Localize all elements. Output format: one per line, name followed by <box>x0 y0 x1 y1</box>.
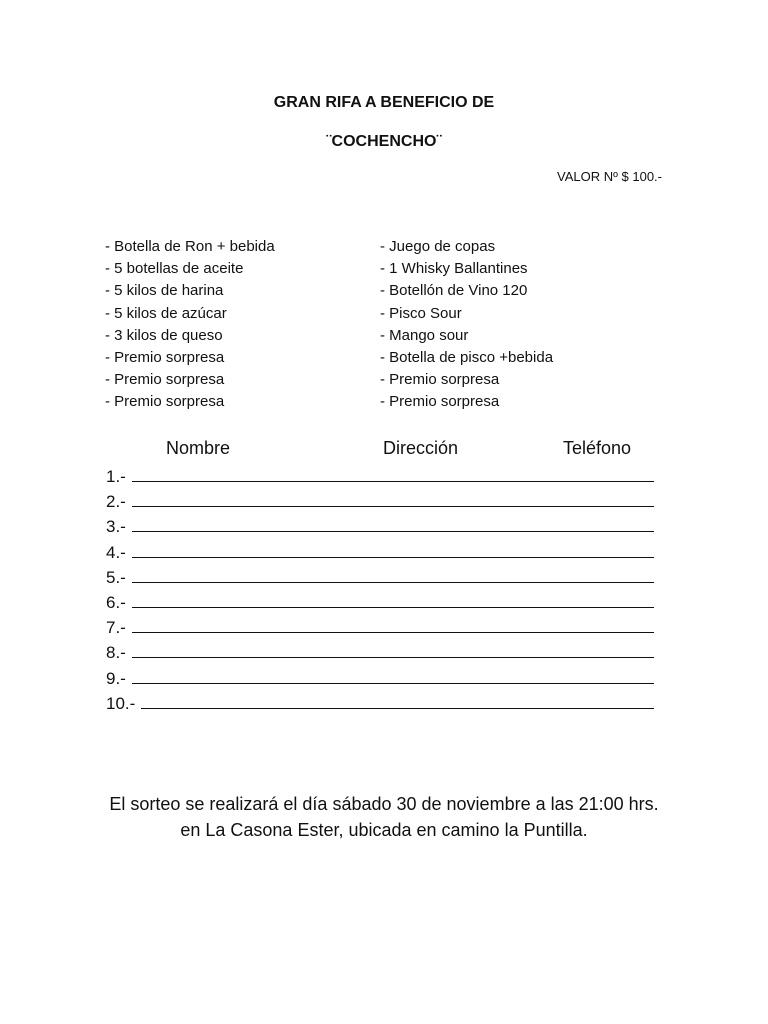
prize-item: - Premio sorpresa <box>380 371 500 389</box>
ticket-price: VALOR Nº $ 100.- <box>557 169 662 184</box>
entry-number: 5.- <box>106 567 126 587</box>
entry-number: 9.- <box>106 668 126 688</box>
entry-blank-line <box>132 506 654 507</box>
prize-item: - 5 botellas de aceite <box>105 260 244 278</box>
entry-number: 1.- <box>106 467 126 486</box>
prize-item: - Premio sorpresa <box>380 393 500 411</box>
prize-item: - Botellón de Vino 120 <box>380 282 528 300</box>
prize-item: - Botella de pisco +bebida <box>380 349 554 367</box>
prize-list-left <box>105 236 275 414</box>
prize-item: - Premio sorpresa <box>105 371 225 389</box>
entry-number: 2.- <box>106 492 126 512</box>
entry-number: 6.- <box>106 593 126 613</box>
entry-row <box>106 565 654 590</box>
prize-item: - Premio sorpresa <box>105 349 225 367</box>
prize-item: - Pisco Sour <box>380 304 462 322</box>
beneficiary-name: ¨COCHENCHO¨ <box>326 133 442 150</box>
entry-number: 10.- <box>106 693 136 713</box>
prize-item: - 5 kilos de harina <box>105 282 224 300</box>
entry-row <box>106 514 654 539</box>
entry-number: 8.- <box>106 643 126 663</box>
entry-number: 3.- <box>106 517 126 537</box>
prize-item: - Premio sorpresa <box>105 393 225 411</box>
draw-location-text: en La Casona Ester, ubicada en camino la Puntilla. <box>180 820 588 840</box>
prize-item: - 3 kilos de queso <box>105 326 223 344</box>
prize-item: - 1 Whisky Ballantines <box>380 260 528 278</box>
entry-row <box>106 615 654 640</box>
entry-row <box>106 691 654 716</box>
entry-blank-line <box>132 557 654 558</box>
entry-number: 4.- <box>106 542 126 562</box>
entry-blank-line <box>141 708 654 709</box>
entry-blank-line <box>132 683 654 684</box>
column-header-phone: Teléfono <box>563 438 632 458</box>
entry-blank-line <box>132 657 654 658</box>
entry-blank-line <box>132 632 654 633</box>
column-header-address: Dirección <box>383 438 459 458</box>
prize-item: - 5 kilos de azúcar <box>105 304 227 322</box>
prize-list-right <box>380 236 553 414</box>
prize-item: - Juego de copas <box>380 238 496 255</box>
prize-item: - Botella de Ron + bebida <box>105 238 275 255</box>
column-header-name: Nombre <box>166 438 231 458</box>
entry-blank-line <box>132 582 654 583</box>
entry-row <box>106 590 654 615</box>
entry-blank-line <box>132 481 654 482</box>
entry-number: 7.- <box>106 618 126 638</box>
entry-row <box>106 540 654 565</box>
entry-blank-line <box>132 607 654 608</box>
draw-date-text: El sorteo se realizará el día sábado 30 de noviembre a las 21:00 hrs. <box>109 794 659 814</box>
prize-item: - Mango sour <box>380 326 469 344</box>
entry-row <box>106 666 654 691</box>
entry-list <box>106 464 654 716</box>
entry-blank-line <box>132 531 654 532</box>
entry-row <box>106 464 654 489</box>
entry-row <box>106 640 654 665</box>
entry-row <box>106 489 654 514</box>
raffle-title: GRAN RIFA A BENEFICIO DE <box>273 94 495 111</box>
